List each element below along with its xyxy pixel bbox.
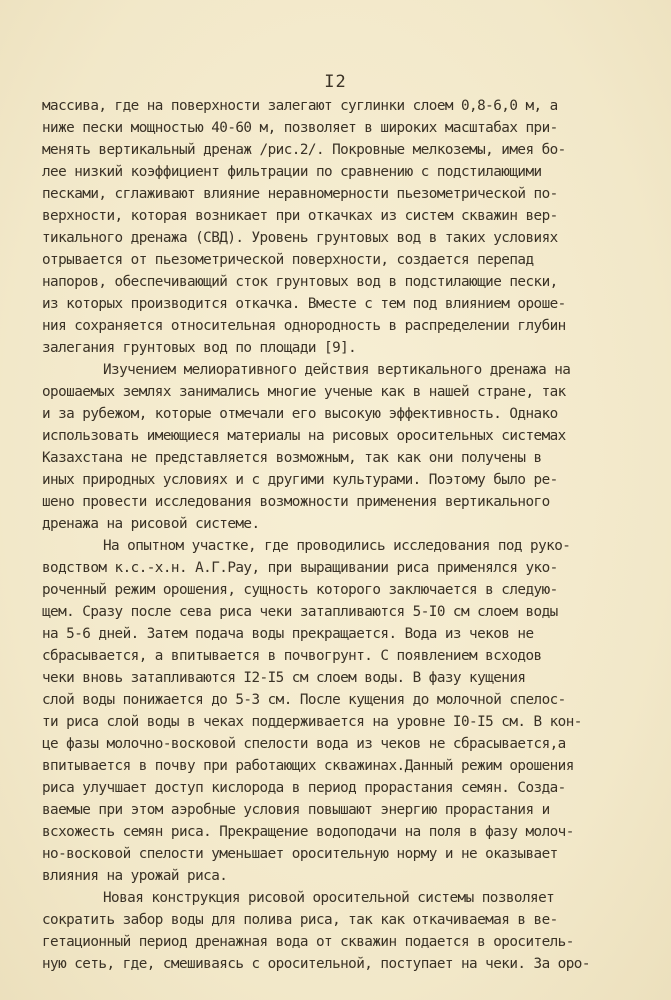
text-line: Изучением мелиоративного действия вертикального дренажа на [103, 362, 571, 378]
text-line: шено провести исследования возможности применения вертикального [42, 494, 550, 510]
text-line: залегания грунтовых вод по площади [9]. [42, 340, 357, 356]
text-line: использовать имеющиеся материалы на рисовых оросительных системах [42, 428, 566, 444]
text-line: ваемые при этом аэробные условия повышают энергию прорастания и [42, 802, 550, 818]
text-line: чеки вновь затапливаются I2-I5 см слоем воды. В фазу кущения [42, 670, 526, 686]
text-line: Казахстана не представляется возможным, так как они получены в [42, 450, 542, 466]
text-line: отрывается от пьезометрической поверхности, создается перепад [42, 252, 534, 268]
text-line: На опытном участке, где проводились исследования под руко- [103, 538, 571, 554]
text-line: роченный режим орошения, сущность которого заключается в следую- [42, 582, 558, 598]
text-line: орошаемых землях занимались многие ученые как в нашей стране, так [42, 384, 566, 400]
text-line: водством к.с.-х.н. А.Г.Рау, при выращивании риса применялся уко- [42, 560, 558, 576]
text-line: менять вертикальный дренаж /рис.2/. Покровные мелкоземы, имея бо- [42, 142, 566, 158]
text-line: верхности, которая возникает при откачках из систем скважин вер- [42, 208, 558, 224]
text-line: ния сохраняется относительная однородность в распределении глубин [42, 318, 566, 334]
text-line: на 5-6 дней. Затем подача воды прекращается. Вода из чеков не [42, 626, 534, 642]
text-line: сбрасывается, а впитывается в почвогрунт. С появлением всходов [42, 648, 542, 664]
text-line: но-восковой спелости уменьшает оросительную норму и не оказывает [42, 846, 558, 862]
text-line: сократить забор воды для полива риса, так как откачиваемая в ве- [42, 912, 558, 928]
text-line: ти риса слой воды в чеках поддерживается на уровне I0-I5 см. В кон- [42, 714, 582, 730]
text-line: ную сеть, где, смешиваясь с оросительной, поступает на чеки. За оро- [42, 956, 590, 972]
text-line: слой воды понижается до 5-3 см. После кущения до молочной спелос- [42, 692, 566, 708]
text-line: риса улучшает доступ кислорода в период прорастания семян. Созда- [42, 780, 566, 796]
page-number: I2 [324, 72, 347, 92]
text-line: впитывается в почву при работающих скважинах.Данный режим орошения [42, 758, 574, 774]
text-line: напоров, обеспечивающий сток грунтовых вод в подстилающие пески, [42, 274, 558, 290]
text-line: щем. Сразу после сева риса чеки затапливаются 5-I0 см слоем воды [42, 604, 558, 620]
text-line: ниже пески мощностью 40-60 м, позволяет в широких масштабах при- [42, 120, 558, 136]
text-line: песками, сглаживают влияние неравномерности пьезометрической по- [42, 186, 558, 202]
text-line: и за рубежом, которые отмечали его высокую эффективность. Однако [42, 406, 558, 422]
text-line: иных природных условиях и с другими культурами. Поэтому было ре- [42, 472, 558, 488]
text-line: гетационный период дренажная вода от скважин подается в ороситель- [42, 934, 574, 950]
text-line: дренажа на рисовой системе. [42, 516, 260, 532]
text-line: це фазы молочно-восковой спелости вода из чеков не сбрасывается,а [42, 736, 566, 752]
text-line: массива, где на поверхности залегают суглинки слоем 0,8-6,0 м, а [42, 98, 558, 114]
text-line: лее низкий коэффициент фильтрации по сравнению с подстилающими [42, 164, 542, 180]
text-line: из которых производится откачка. Вместе с тем под влиянием ороше- [42, 296, 566, 312]
text-line: тикального дренажа (СВД). Уровень грунтовых вод в таких условиях [42, 230, 558, 246]
text-line: всхожесть семян риса. Прекращение водоподачи на поля в фазу молоч- [42, 824, 574, 840]
text-line: Новая конструкция рисовой оросительной системы позволяет [103, 890, 555, 906]
text-line: влияния на урожай риса. [42, 868, 228, 884]
